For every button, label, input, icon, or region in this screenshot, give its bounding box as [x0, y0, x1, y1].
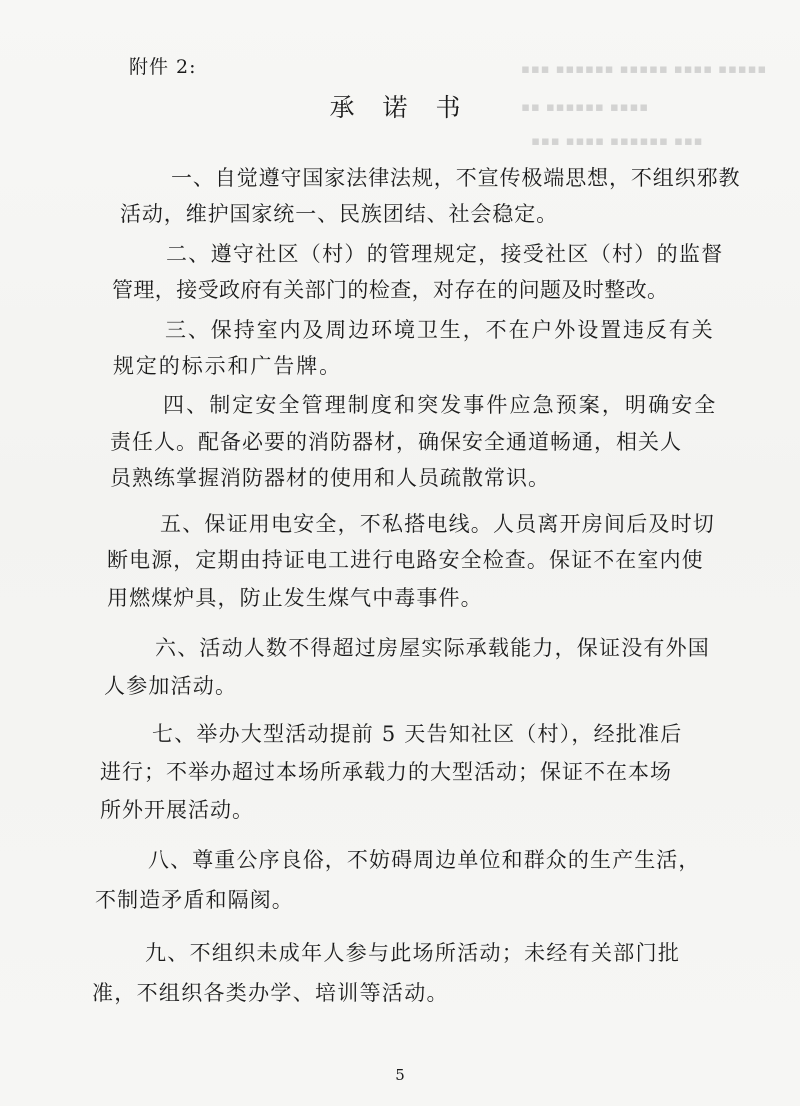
paragraph-line: 员熟练掌握消防器材的使用和人员疏散常识。 — [110, 466, 550, 490]
paragraph-line: 三、保持室内及周边环境卫生，不在户外设置违反有关 — [165, 318, 715, 342]
paragraph-line: 所外开展活动。 — [100, 798, 254, 822]
paragraph-line: 用燃煤炉具，防止发生煤气中毒事件。 — [107, 586, 483, 610]
paragraph-line: 不制造矛盾和隔阂。 — [95, 888, 294, 912]
bleed-through-text: ▪▪▪▪ ▪▪▪▪▪▪ ▪▪ — [520, 100, 648, 115]
page-number: 5 — [395, 1066, 405, 1084]
paragraph-line: 责任人。配备必要的消防器材，确保安全通道畅通，相关人 — [110, 430, 682, 454]
paragraph-line: 准，不组织各类办学、培训等活动。 — [92, 981, 449, 1005]
paragraph-line: 四、制定安全管理制度和突发事件应急预案，明确安全 — [163, 393, 718, 417]
paragraph-line: 规定的标示和广告牌。 — [113, 354, 342, 378]
attachment-label: 附件 2: — [129, 56, 197, 78]
paragraph-line: 五、保证用电安全，不私搭电线。人员离开房间后及时切 — [160, 512, 715, 536]
paragraph-line: 进行；不举办超过本场所承载力的大型活动；保证不在本场 — [100, 760, 672, 784]
paragraph-line: 管理，接受政府有关部门的检查，对存在的问题及时整改。 — [112, 278, 669, 302]
paragraph-line: 断电源，定期由持证电工进行电路安全检查。保证不在室内使 — [107, 548, 704, 572]
paragraph-line: 七、举办大型活动提前 5 天告知社区（村），经批准后 — [152, 722, 683, 746]
paragraph-line: 九、不组织未成年人参与此场所活动；未经有关部门批 — [145, 941, 681, 965]
paragraph-line: 一、自觉遵守国家法律法规，不宣传极端思想，不组织邪教 — [171, 166, 741, 190]
bleed-through-text: ▪▪▪ ▪▪▪▪▪▪ ▪▪▪▪ ▪▪▪ — [530, 134, 703, 149]
paragraph-line: 人参加活动。 — [104, 674, 238, 698]
paragraph-line: 二、遵守社区（村）的管理规定，接受社区（村）的监督 — [166, 242, 724, 266]
paragraph-line: 活动，维护国家统一、民族团结、社会稳定。 — [120, 202, 558, 226]
paragraph-line: 八、尊重公序良俗，不妨碍周边单位和群众的生产生活， — [148, 848, 701, 872]
document-title: 承 诺 书 — [329, 93, 471, 122]
bleed-through-text: ▪▪▪▪▪ ▪▪▪▪ ▪▪▪▪▪ ▪▪▪▪▪▪ ▪▪▪ — [520, 62, 767, 77]
paragraph-line: 六、活动人数不得超过房屋实际承载能力，保证没有外国 — [155, 636, 710, 660]
